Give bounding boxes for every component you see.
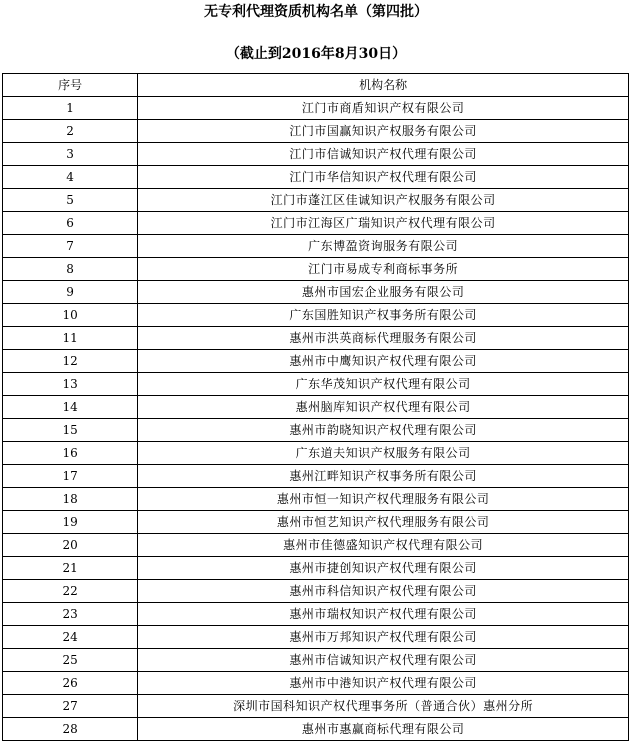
table-header-row xyxy=(3,74,629,97)
table-row xyxy=(3,373,629,396)
agency-name-cell: 深圳市国科知识产权代理事务所（普通合伙）惠州分所 xyxy=(138,695,629,718)
serial-number-cell: 26 xyxy=(3,672,138,695)
agency-name-cell: 惠州市恒艺知识产权代理服务有限公司 xyxy=(138,511,629,534)
serial-number-cell: 3 xyxy=(3,143,138,166)
agency-name-cell: 惠州市恒一知识产权代理服务有限公司 xyxy=(138,488,629,511)
agency-name-cell: 广东博盈资询服务有限公司 xyxy=(138,235,629,258)
serial-number-cell: 24 xyxy=(3,626,138,649)
serial-number-cell: 1 xyxy=(3,97,138,120)
serial-number-cell: 25 xyxy=(3,649,138,672)
agency-name-cell: 江门市信诚知识产权代理有限公司 xyxy=(138,143,629,166)
serial-number-cell: 20 xyxy=(3,534,138,557)
serial-number-cell: 28 xyxy=(3,718,138,741)
agency-name-cell: 惠州市瑞权知识产权代理有限公司 xyxy=(138,603,629,626)
table-row xyxy=(3,189,629,212)
serial-number-cell: 13 xyxy=(3,373,138,396)
header-serial-number: 序号 xyxy=(3,74,138,97)
table-row xyxy=(3,97,629,120)
agency-name-cell: 江门市商盾知识产权有限公司 xyxy=(138,97,629,120)
serial-number-cell: 9 xyxy=(3,281,138,304)
table-row xyxy=(3,350,629,373)
table-row xyxy=(3,534,629,557)
table-row xyxy=(3,442,629,465)
agency-name-cell: 惠州市国宏企业服务有限公司 xyxy=(138,281,629,304)
table-row xyxy=(3,120,629,143)
serial-number-cell: 19 xyxy=(3,511,138,534)
table-body xyxy=(3,97,629,741)
serial-number-cell: 16 xyxy=(3,442,138,465)
document-title: 无专利代理资质机构名单（第四批） xyxy=(204,4,428,20)
document-subtitle: （截止到2016年8月30日） xyxy=(225,46,407,62)
table-row xyxy=(3,258,629,281)
header-agency-name: 机构名称 xyxy=(138,74,629,97)
table-row xyxy=(3,695,629,718)
serial-number-cell: 12 xyxy=(3,350,138,373)
serial-number-cell: 17 xyxy=(3,465,138,488)
table-row xyxy=(3,304,629,327)
table-row xyxy=(3,143,629,166)
table-row xyxy=(3,557,629,580)
table-row xyxy=(3,603,629,626)
agency-name-cell: 江门市国赢知识产权服务有限公司 xyxy=(138,120,629,143)
serial-number-cell: 10 xyxy=(3,304,138,327)
agency-name-cell: 惠州市惠赢商标代理有限公司 xyxy=(138,718,629,741)
table-row xyxy=(3,419,629,442)
agency-name-cell: 惠州市中港知识产权代理有限公司 xyxy=(138,672,629,695)
serial-number-cell: 4 xyxy=(3,166,138,189)
agency-name-cell: 惠州市万邦知识产权代理有限公司 xyxy=(138,626,629,649)
agency-name-cell: 江门市蓬江区佳诚知识产权服务有限公司 xyxy=(138,189,629,212)
serial-number-cell: 27 xyxy=(3,695,138,718)
serial-number-cell: 7 xyxy=(3,235,138,258)
serial-number-cell: 22 xyxy=(3,580,138,603)
agency-name-cell: 江门市易成专利商标事务所 xyxy=(138,258,629,281)
serial-number-cell: 11 xyxy=(3,327,138,350)
table-row xyxy=(3,626,629,649)
table-row xyxy=(3,281,629,304)
agency-name-cell: 广东华茂知识产权代理有限公司 xyxy=(138,373,629,396)
table-row xyxy=(3,327,629,350)
serial-number-cell: 8 xyxy=(3,258,138,281)
serial-number-cell: 2 xyxy=(3,120,138,143)
serial-number-cell: 21 xyxy=(3,557,138,580)
serial-number-cell: 15 xyxy=(3,419,138,442)
agency-name-cell: 惠州市韵晓知识产权代理有限公司 xyxy=(138,419,629,442)
table-row xyxy=(3,465,629,488)
agency-name-cell: 惠州市捷创知识产权代理有限公司 xyxy=(138,557,629,580)
agency-name-cell: 惠州市信诚知识产权代理有限公司 xyxy=(138,649,629,672)
table-row xyxy=(3,580,629,603)
table-row xyxy=(3,166,629,189)
agency-name-cell: 惠州市佳德盛知识产权代理有限公司 xyxy=(138,534,629,557)
table-row xyxy=(3,649,629,672)
agency-name-cell: 江门市江海区广瑞知识产权代理有限公司 xyxy=(138,212,629,235)
table-row xyxy=(3,718,629,741)
agency-name-cell: 广东国胜知识产权事务所有限公司 xyxy=(138,304,629,327)
agency-name-cell: 惠州市洪英商标代理服务有限公司 xyxy=(138,327,629,350)
agency-name-cell: 惠州市中鹰知识产权代理有限公司 xyxy=(138,350,629,373)
agency-list-table xyxy=(2,73,629,741)
agency-name-cell: 广东道夫知识产权服务有限公司 xyxy=(138,442,629,465)
table-row xyxy=(3,511,629,534)
agency-name-cell: 惠州市科信知识产权代理有限公司 xyxy=(138,580,629,603)
table-row xyxy=(3,488,629,511)
agency-name-cell: 惠州脑库知识产权代理有限公司 xyxy=(138,396,629,419)
serial-number-cell: 23 xyxy=(3,603,138,626)
serial-number-cell: 14 xyxy=(3,396,138,419)
agency-name-cell: 惠州江畔知识产权事务所有限公司 xyxy=(138,465,629,488)
table-row xyxy=(3,212,629,235)
agency-name-cell: 江门市华信知识产权代理有限公司 xyxy=(138,166,629,189)
serial-number-cell: 18 xyxy=(3,488,138,511)
table-row xyxy=(3,672,629,695)
table-row xyxy=(3,235,629,258)
table-row xyxy=(3,396,629,419)
serial-number-cell: 6 xyxy=(3,212,138,235)
serial-number-cell: 5 xyxy=(3,189,138,212)
